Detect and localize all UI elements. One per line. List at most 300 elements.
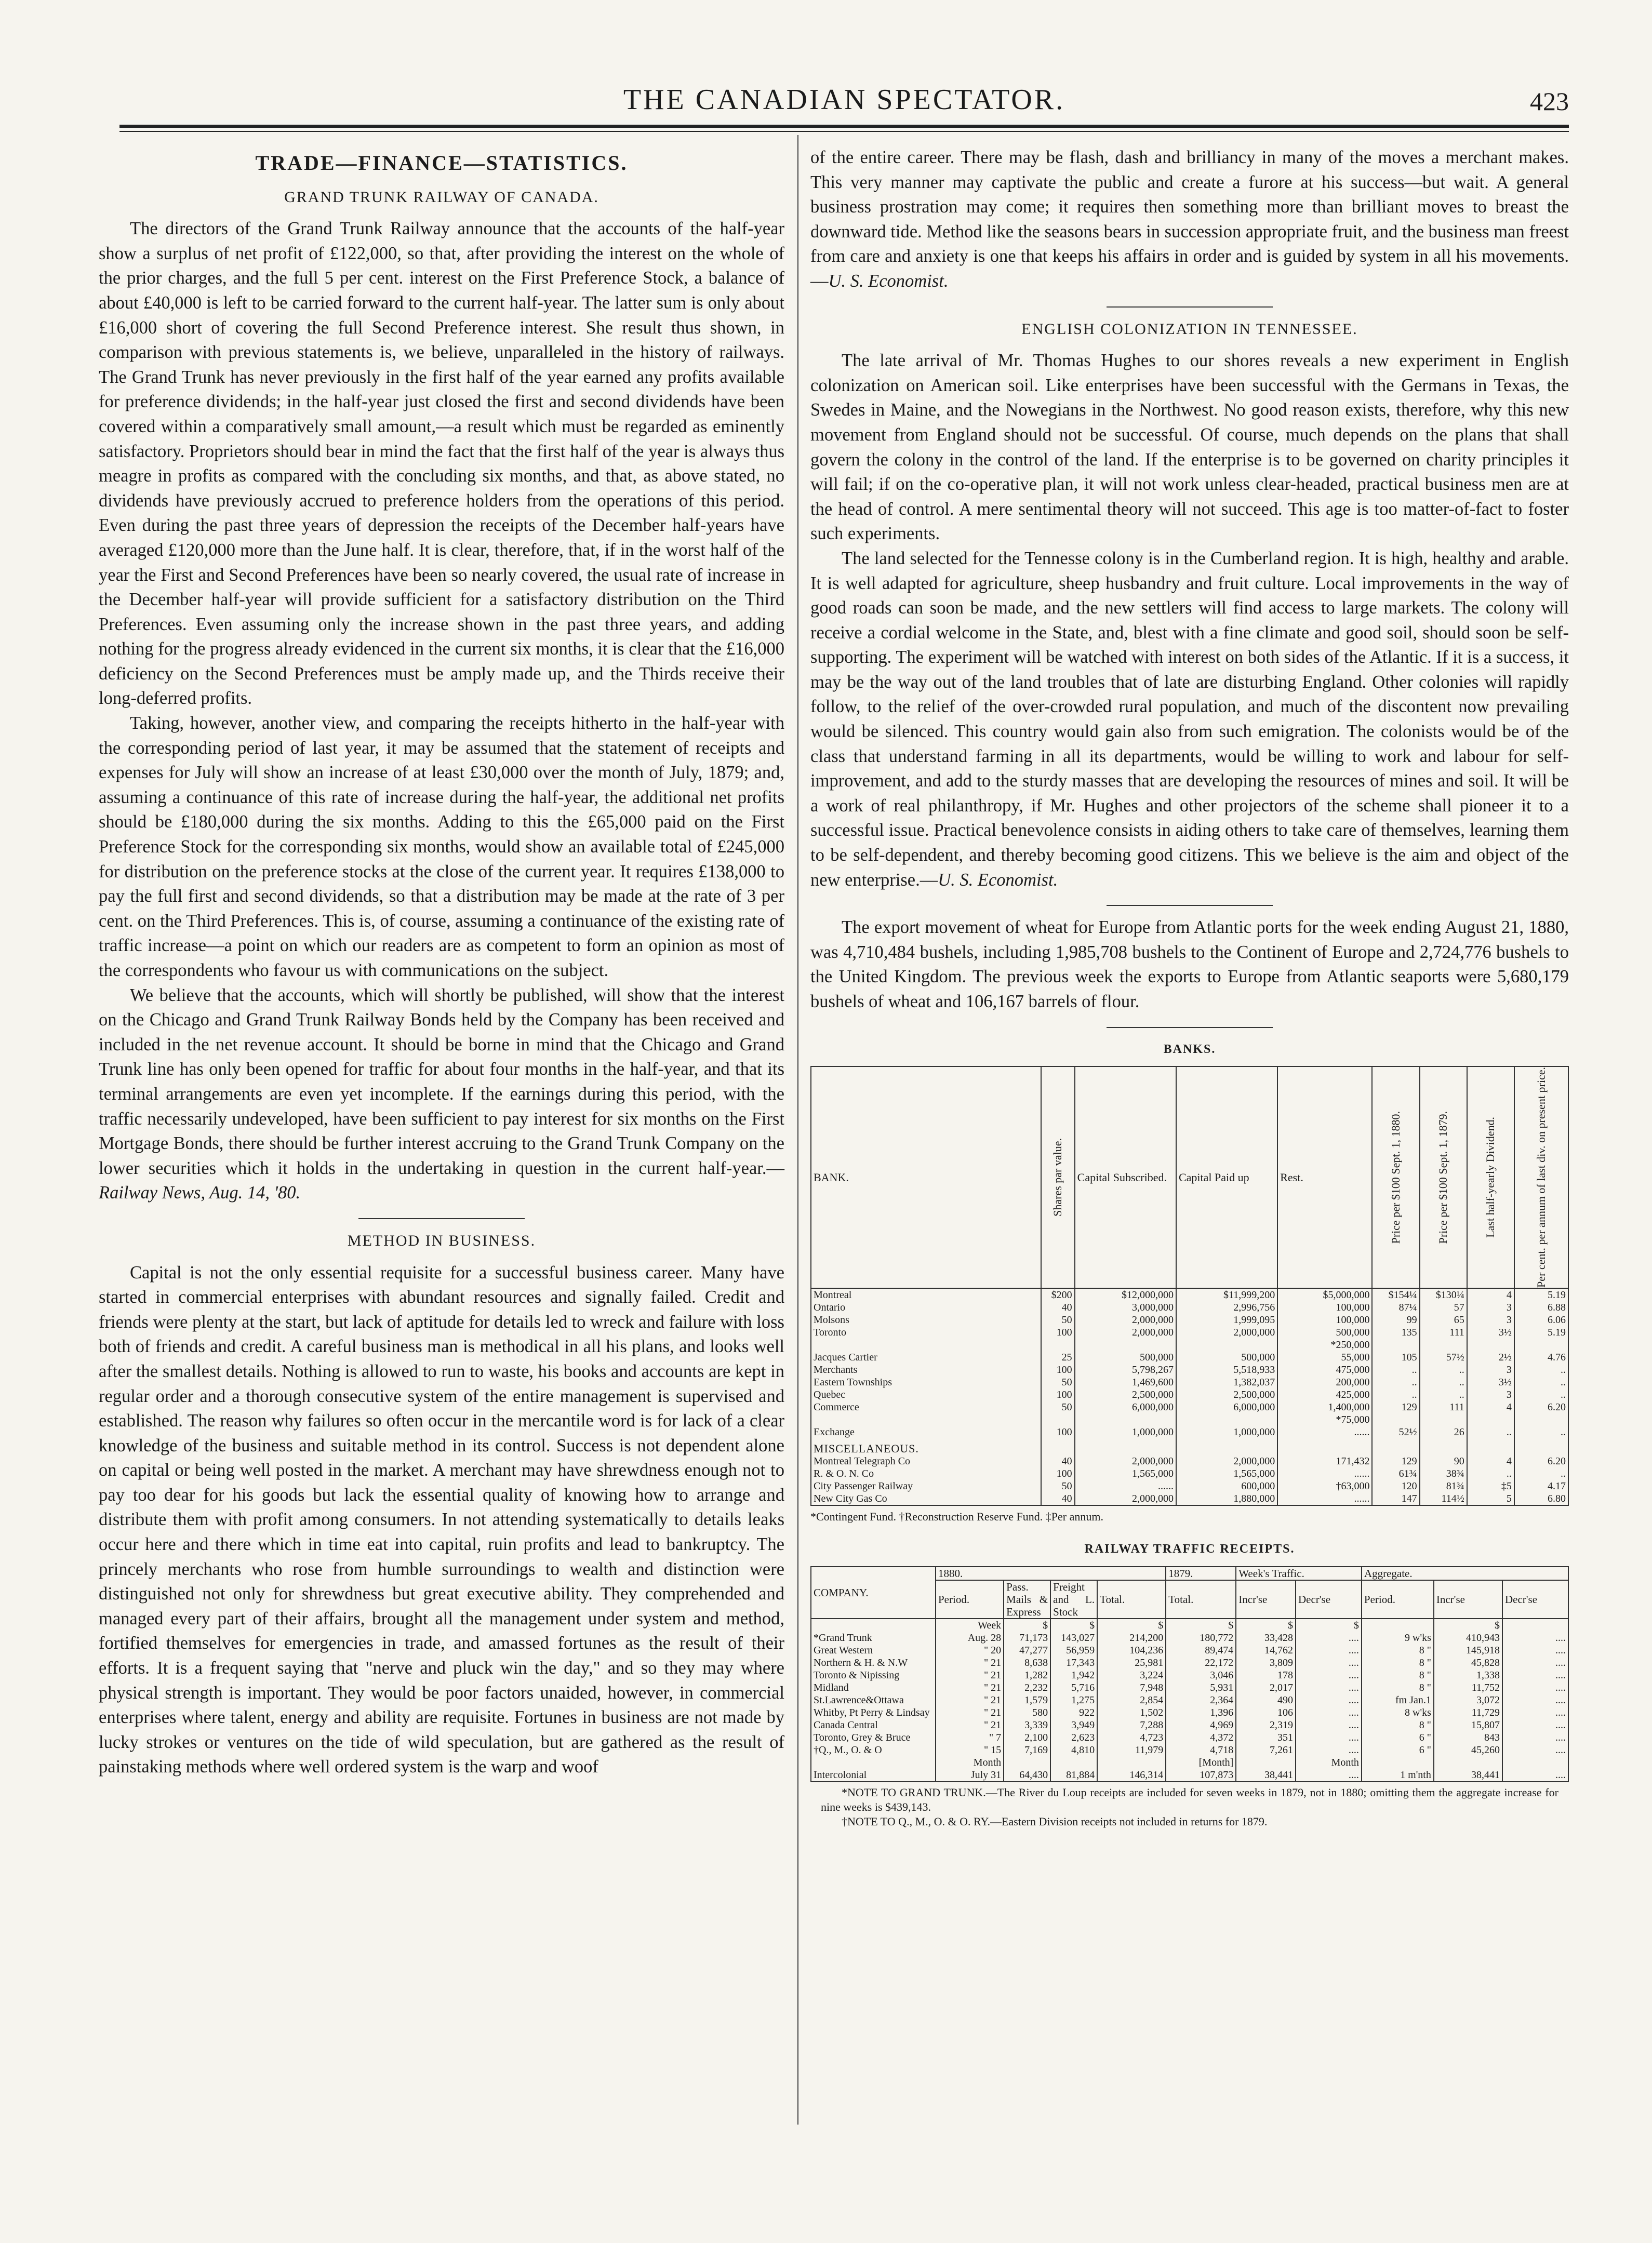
article-separator (358, 1218, 525, 1219)
misc-heading: MISCELLANEOUS. (811, 1438, 1041, 1455)
table-cell: .... (1502, 1744, 1568, 1756)
header-total: Total. (1097, 1580, 1166, 1619)
header-agg-decrease: Decr'se (1502, 1580, 1568, 1619)
table-cell: " 21 (936, 1706, 1004, 1719)
section-heading: TRADE—FINANCE—STATISTICS. (255, 151, 628, 175)
table-cell: .... (1296, 1769, 1362, 1782)
table-row (811, 1413, 1568, 1426)
railway-note-grand-trunk: *NOTE TO GRAND TRUNK.—The River du Loup receipts are included for seven weeks in 1879, not in 1880; omitting them the aggregate increase for nine weeks is $439,143. (821, 1785, 1558, 1813)
header-agg-period: Period. (1362, 1580, 1434, 1619)
table-cell: 6.20 (1514, 1455, 1568, 1467)
table-cell: †63,000 (1277, 1480, 1372, 1492)
header-freight: Freight and L. Stock (1050, 1580, 1097, 1619)
table-cell: Toronto & Nipissing (811, 1669, 936, 1681)
table-cell: .. (1514, 1467, 1568, 1480)
table-cell: 3 (1467, 1388, 1514, 1401)
table-cell: .. (1467, 1426, 1514, 1438)
table-cell: 2,000,000 (1075, 1326, 1176, 1339)
table-cell: 50 (1041, 1480, 1075, 1492)
table-cell: 1,338 (1434, 1669, 1502, 1681)
table-cell: " 7 (936, 1731, 1004, 1744)
table-cell (1420, 1339, 1467, 1351)
table-cell: 3,949 (1050, 1719, 1097, 1731)
table-cell (1041, 1413, 1075, 1426)
table-cell: 3,000,000 (1075, 1301, 1176, 1314)
table-cell: 4 (1467, 1288, 1514, 1301)
table-row (811, 1706, 1568, 1719)
table-cell: 5,931 (1166, 1681, 1236, 1694)
table-cell (1004, 1756, 1050, 1769)
table-cell: 6.06 (1514, 1314, 1568, 1326)
table-cell: 6.80 (1514, 1492, 1568, 1505)
table-cell: 8 " (1362, 1657, 1434, 1669)
table-cell: 6.88 (1514, 1301, 1568, 1314)
table-cell: 61¾ (1372, 1467, 1419, 1480)
table-cell: .... (1502, 1731, 1568, 1744)
table-cell: 2½ (1467, 1351, 1514, 1364)
table-cell: 500,000 (1176, 1351, 1277, 1364)
table-row (811, 1719, 1568, 1731)
table-cell: 146,314 (1097, 1769, 1166, 1782)
table-row (811, 1756, 1568, 1769)
header-percent: Per cent. per annum of last div. on present price. (1514, 1066, 1568, 1288)
table-cell: .... (1502, 1657, 1568, 1669)
table-cell: Week (936, 1619, 1004, 1632)
table-cell: 2,500,000 (1075, 1388, 1176, 1401)
table-row (811, 1480, 1568, 1492)
table-cell: Ontario (811, 1301, 1041, 1314)
table-cell: 17,343 (1050, 1657, 1097, 1669)
table-row (811, 1731, 1568, 1744)
table-cell: Jacques Cartier (811, 1351, 1041, 1364)
table-cell: 11,979 (1097, 1744, 1166, 1756)
table-cell: 38,441 (1434, 1769, 1502, 1782)
table-cell: .... (1502, 1669, 1568, 1681)
table-cell: 71,173 (1004, 1632, 1050, 1644)
table-cell: 425,000 (1277, 1388, 1372, 1401)
table-cell: ‡5 (1467, 1480, 1514, 1492)
left-column (99, 145, 784, 1780)
table-cell: $ (1004, 1619, 1050, 1632)
table-row (811, 1339, 1568, 1351)
table-cell: 50 (1041, 1376, 1075, 1388)
table-cell: 4 (1467, 1401, 1514, 1413)
table-cell: 8 " (1362, 1644, 1434, 1657)
table-cell: 25,981 (1097, 1657, 1166, 1669)
table-cell: 8,638 (1004, 1657, 1050, 1669)
table-cell: .. (1514, 1388, 1568, 1401)
table-cell: .... (1502, 1769, 1568, 1782)
table-cell: 1,396 (1166, 1706, 1236, 1719)
table-cell: 4,718 (1166, 1744, 1236, 1756)
table-cell: 4.76 (1514, 1351, 1568, 1364)
table-cell: 8 " (1362, 1719, 1434, 1731)
table-cell: 214,200 (1097, 1632, 1166, 1644)
table-cell: $12,000,000 (1075, 1288, 1176, 1301)
table-cell: 2,000,000 (1075, 1492, 1176, 1505)
header-1880: 1880. (936, 1567, 1166, 1580)
table-cell: Great Western (811, 1644, 936, 1657)
table-cell: 500,000 (1277, 1326, 1372, 1339)
table-cell: .. (1514, 1364, 1568, 1376)
table-cell: .... (1296, 1719, 1362, 1731)
table-cell: 3 (1467, 1364, 1514, 1376)
table-cell: 4,723 (1097, 1731, 1166, 1744)
article-paragraph: Taking, however, another view, and comparing the receipts hitherto in the half-year with the corresponding period of last year, it may be assumed that the statement of receipts and expenses for July will show an increase of at least £30,000 over the month of July, 1879; and, assuming a continuance of this rate of increase during the half-year, the additional net profits should be £180,000 during the six months. Adding to this the £65,000 paid on the First Preference Stock for the corresponding six months, would show an available total of £245,000 for distribution on the preference stocks at the close of the current year. It requires £138,000 to pay the full first and second dividends, so that a distribution may be made at the rate of 3 per cent. on the Third Preferences. This is, of course, assuming a continuance of the existing rate of traffic increase—a point on which our readers are as competent to form an opinion as most of the correspondents who favour us with communications on the subject. (99, 713, 784, 980)
table-cell: 1 m'nth (1362, 1769, 1434, 1782)
table-cell: ...... (1277, 1492, 1372, 1505)
table-cell: Northern & H. & N.W (811, 1657, 936, 1669)
table-cell: 3 (1467, 1314, 1514, 1326)
article-paragraph: Capital is not the only essential requisite for a successful business career. Many have started in commercial enterprises with abundant resources and signally failed. Credit and friends were plenty at the start, but lack of aptitude for details led to wreck and failure with loss both of friends and credit. A careful business man is methodical in all his plans, and looks well after the smallest details. Nothing is allowed to run to waste, his books and accounts are kept in regular order and a thorough consecutive system of the entire management is supervised and established. The reason why failures so often occur in the mercantile word is for lack of a clear knowledge of the business and suitable method in its control. Success is not dependent alone on capital or being well posted in the market. A merchant may have shrewdness enough not to pay too dear for his goods but lack the essential quality of knowing how to arrange and distribute them with profit among consumers. In not attending systematically to details leaks occur here and there which in time eat into capital, ruin profits and lead to bankruptcy. The princely merchants who rose from humble surroundings to wealth and distinction were distinguished not only for shrewdness but great executive ability. They comprehended and managed every part of their affairs, brought all the management under system and method, fortified themselves for emergencies in trade, and amassed fortunes as the result of their efforts. It is a frequent saying that "nerve and pluck win the day," and so they may where physical strength is important. They would be poor factors unaided, however, in commercial enterprises where talent, energy and ability are requisite. Fortunes in business are not made by lucky strokes or ventures on the tide of wild speculation, but are gathered as the result of painstaking methods where well ordered system is the warp and woof (99, 1262, 784, 1777)
table-cell: 1,000,000 (1176, 1426, 1277, 1438)
header-dividend: Last half-yearly Dividend. (1467, 1066, 1514, 1288)
table-cell: 147 (1372, 1492, 1419, 1505)
table-cell: $ (1050, 1619, 1097, 1632)
header-par: Shares par value. (1041, 1066, 1075, 1288)
table-cell: 2,100 (1004, 1731, 1050, 1744)
table-cell: .. (1420, 1364, 1467, 1376)
table-cell: *Grand Trunk (811, 1632, 936, 1644)
masthead-rule-thin (119, 131, 1569, 132)
table-cell: ...... (1075, 1480, 1176, 1492)
table-cell: 8 w'ks (1362, 1706, 1434, 1719)
masthead (119, 83, 1569, 114)
table-cell: 143,027 (1050, 1632, 1097, 1644)
table-cell: 56,959 (1050, 1644, 1097, 1657)
table-cell (1502, 1756, 1568, 1769)
table-row (811, 1669, 1568, 1681)
table-cell: 33,428 (1236, 1632, 1296, 1644)
table-cell: R. & O. N. Co (811, 1467, 1041, 1480)
table-cell: 1,942 (1050, 1669, 1097, 1681)
table-cell: 1,000,000 (1075, 1426, 1176, 1438)
table-cell: New City Gas Co (811, 1492, 1041, 1505)
header-increase: Incr'se (1236, 1580, 1296, 1619)
header-weeks-traffic: Week's Traffic. (1236, 1567, 1362, 1580)
table-cell: 922 (1050, 1706, 1097, 1719)
table-cell: 2,996,756 (1176, 1301, 1277, 1314)
table-cell (1277, 1438, 1372, 1455)
table-cell: 106 (1236, 1706, 1296, 1719)
table-cell (1502, 1619, 1568, 1632)
table-cell: 45,260 (1434, 1744, 1502, 1756)
table-cell: 2,000,000 (1176, 1455, 1277, 1467)
table-cell (1514, 1339, 1568, 1351)
article-source: U. S. Economist. (938, 870, 1058, 890)
table-cell: $130¼ (1420, 1288, 1467, 1301)
table-cell (1075, 1438, 1176, 1455)
table-cell: [Month] (1166, 1756, 1236, 1769)
table-cell: 38¾ (1420, 1467, 1467, 1480)
table-cell: $ (1296, 1619, 1362, 1632)
table-cell: 105 (1372, 1351, 1419, 1364)
table-row (811, 1492, 1568, 1505)
table-row (811, 1438, 1568, 1455)
table-cell: .... (1296, 1644, 1362, 1657)
table-cell (1075, 1339, 1176, 1351)
header-price-1879: Price per $100 Sept. 1, 1879. (1420, 1066, 1467, 1288)
article-paragraph (810, 145, 1569, 294)
table-cell: 55,000 (1277, 1351, 1372, 1364)
masthead-rule (119, 125, 1569, 128)
table-row (811, 1326, 1568, 1339)
article-title-english-colonization: ENGLISH COLONIZATION IN TENNESSEE. (1021, 320, 1358, 338)
table-cell: 1,565,000 (1075, 1467, 1176, 1480)
table-cell: Exchange (811, 1426, 1041, 1438)
table-cell: .... (1502, 1644, 1568, 1657)
header-period: Period. (936, 1580, 1004, 1619)
table-cell: fm Jan.1 (1362, 1694, 1434, 1706)
table-cell: $ (1097, 1619, 1166, 1632)
table-cell (811, 1413, 1041, 1426)
table-cell (1372, 1339, 1419, 1351)
table-cell: 81¾ (1420, 1480, 1467, 1492)
table-cell: 7,948 (1097, 1681, 1166, 1694)
table-cell: 171,432 (1277, 1455, 1372, 1467)
table-cell (1236, 1756, 1296, 1769)
table-row (811, 1401, 1568, 1413)
right-column (810, 145, 1569, 1832)
header-agg-increase: Incr'se (1434, 1580, 1502, 1619)
railway-note-qmoo: †NOTE TO Q., M., O. & O. RY.—Eastern Division receipts not included in returns for 1879. (842, 1814, 1268, 1828)
table-cell: 104,236 (1097, 1644, 1166, 1657)
table-cell (811, 1339, 1041, 1351)
table-cell: .... (1502, 1719, 1568, 1731)
table-cell: 99 (1372, 1314, 1419, 1326)
table-cell (1372, 1438, 1419, 1455)
table-cell: 180,772 (1166, 1632, 1236, 1644)
table-cell: 5 (1467, 1492, 1514, 1505)
article-paragraph-wheat: The export movement of wheat for Europe from Atlantic ports for the week ending August 21, 1880, was 4,710,484 bushels, including 1,985,708 bushels to the Continent of Europe and 2,724,776 bushels to the United Kingdom. The previous week the exports to Europe from Atlantic seaports were 5,680,179 bushels of wheat and 106,167 barrels of flour. (810, 917, 1569, 1011)
table-cell: .... (1502, 1706, 1568, 1719)
table-row (811, 1644, 1568, 1657)
table-cell: .... (1502, 1632, 1568, 1644)
table-row (811, 1376, 1568, 1388)
banks-table-title: BANKS. (1163, 1042, 1216, 1056)
table-cell: City Passenger Railway (811, 1480, 1041, 1492)
table-cell: 490 (1236, 1694, 1296, 1706)
table-cell (1097, 1756, 1166, 1769)
header-subscribed: Capital Subscribed. (1075, 1066, 1176, 1288)
header-decrease: Decr'se (1296, 1580, 1362, 1619)
table-cell: 3½ (1467, 1326, 1514, 1339)
header-paid: Capital Paid up (1176, 1066, 1277, 1288)
table-row (811, 1681, 1568, 1694)
table-cell (1467, 1339, 1514, 1351)
table-cell: 38,441 (1236, 1769, 1296, 1782)
railway-header-row (811, 1567, 1568, 1580)
table-cell: Aug. 28 (936, 1632, 1004, 1644)
table-cell (1420, 1413, 1467, 1426)
table-cell: 11,752 (1434, 1681, 1502, 1694)
table-cell: Month (1296, 1756, 1362, 1769)
table-cell: .... (1502, 1681, 1568, 1694)
table-cell: 2,623 (1050, 1731, 1097, 1744)
table-cell: Eastern Townships (811, 1376, 1041, 1388)
paragraph-text: of the entire career. There may be flash, dash and brilliancy in many of the moves a merchant makes. This very manner may captivate the public and create a furore at his success—but wait. A general business prostration may come; it requires then something more than brilliant moves to breast the downward tide. Method like the seasons bears in succession appropriate fruit, and the business man freest from care and anxiety is one that keeps his affairs in order and is guided by system in all his movements.— (810, 148, 1569, 291)
table-cell: Montreal Telegraph Co (811, 1455, 1041, 1467)
table-cell: 81,884 (1050, 1769, 1097, 1782)
table-cell: 410,943 (1434, 1632, 1502, 1644)
table-row (811, 1619, 1568, 1632)
table-cell (1041, 1438, 1075, 1455)
table-cell: 3,809 (1236, 1657, 1296, 1669)
table-cell: 4,810 (1050, 1744, 1097, 1756)
table-cell: 22,172 (1166, 1657, 1236, 1669)
table-cell: 50 (1041, 1401, 1075, 1413)
table-cell: 2,364 (1166, 1694, 1236, 1706)
table-cell: *250,000 (1277, 1339, 1372, 1351)
table-cell: $11,999,200 (1176, 1288, 1277, 1301)
table-cell: 40 (1041, 1301, 1075, 1314)
table-cell: 111 (1420, 1401, 1467, 1413)
table-cell: 3 (1467, 1301, 1514, 1314)
table-row (811, 1288, 1568, 1301)
table-cell: 57 (1420, 1301, 1467, 1314)
table-cell: 7,169 (1004, 1744, 1050, 1756)
header-total-1879: Total. (1166, 1580, 1236, 1619)
article-paragraph (99, 983, 784, 1206)
table-cell: " 20 (936, 1644, 1004, 1657)
table-cell: .... (1296, 1706, 1362, 1719)
table-cell: 200,000 (1277, 1376, 1372, 1388)
table-cell: 475,000 (1277, 1364, 1372, 1376)
table-row (811, 1301, 1568, 1314)
table-cell: 145,918 (1434, 1644, 1502, 1657)
column-divider (797, 135, 798, 2125)
table-cell: 90 (1420, 1455, 1467, 1467)
table-cell: 5.19 (1514, 1326, 1568, 1339)
railway-table (810, 1566, 1569, 1782)
table-cell: Midland (811, 1681, 936, 1694)
table-row (811, 1769, 1568, 1782)
table-cell: 6 " (1362, 1731, 1434, 1744)
table-cell: 2,017 (1236, 1681, 1296, 1694)
table-cell: 47,277 (1004, 1644, 1050, 1657)
table-row (811, 1426, 1568, 1438)
table-cell: 1,565,000 (1176, 1467, 1277, 1480)
table-row (811, 1657, 1568, 1669)
table-cell (1176, 1339, 1277, 1351)
table-cell: 2,500,000 (1176, 1388, 1277, 1401)
table-cell: " 21 (936, 1694, 1004, 1706)
table-cell: 100 (1041, 1326, 1075, 1339)
table-row (811, 1632, 1568, 1644)
table-cell: *75,000 (1277, 1413, 1372, 1426)
table-cell: 4,372 (1166, 1731, 1236, 1744)
table-cell: Month (936, 1756, 1004, 1769)
table-cell: Toronto (811, 1326, 1041, 1339)
table-cell (1075, 1413, 1176, 1426)
table-cell: .... (1296, 1669, 1362, 1681)
table-cell: 9 w'ks (1362, 1632, 1434, 1644)
table-cell: 3,339 (1004, 1719, 1050, 1731)
table-cell: 6,000,000 (1075, 1401, 1176, 1413)
table-cell: $200 (1041, 1288, 1075, 1301)
article-title-method: METHOD IN BUSINESS. (347, 1232, 536, 1249)
table-cell: 2,000,000 (1075, 1455, 1176, 1467)
table-cell: Montreal (811, 1288, 1041, 1301)
table-cell: 1,502 (1097, 1706, 1166, 1719)
table-cell: 100 (1041, 1467, 1075, 1480)
table-cell: 8 " (1362, 1669, 1434, 1681)
table-cell (1362, 1619, 1434, 1632)
table-cell: $ (1236, 1619, 1296, 1632)
table-cell: 7,288 (1097, 1719, 1166, 1731)
table-cell: 2,000,000 (1075, 1314, 1176, 1326)
table-cell: .... (1296, 1744, 1362, 1756)
table-cell: $5,000,000 (1277, 1288, 1372, 1301)
table-row (811, 1694, 1568, 1706)
table-cell: ...... (1277, 1467, 1372, 1480)
banks-header-row (811, 1066, 1568, 1288)
railway-table-title: RAILWAY TRAFFIC RECEIPTS. (1084, 1542, 1295, 1556)
table-cell: Toronto, Grey & Bruce (811, 1731, 936, 1744)
header-pass: Pass. Mails & Express (1004, 1580, 1050, 1619)
table-cell (1176, 1438, 1277, 1455)
table-row (811, 1467, 1568, 1480)
article-title-grand-trunk: GRAND TRUNK RAILWAY OF CANADA. (284, 188, 599, 206)
table-cell: 3½ (1467, 1376, 1514, 1388)
table-row (811, 1388, 1568, 1401)
article-paragraph: The directors of the Grand Trunk Railway announce that the accounts of the half-year show a surplus of net profit of £122,000, so that, after providing the interest on the whole of the prior charges, and the full 5 per cent. interest on the First Preference Stock, a balance of about £40,000 is left to be carried forward to the current half-year. The latter sum is only about £16,000 short of covering the full Second Preference interest. She result thus shown, in comparison with previous statements is, we believe, unparalleled in the history of railways. The Grand Trunk has never previously in the first half of the year earned any profits available for preference dividends; in the half-year just closed the first and second dividends have been covered within a comparatively small amount,—a result which must be regarded as eminently satisfactory. Proprietors should bear in mind the fact that the first half of the year is always thus meagre in profits as compared with the concluding six months, and that, as above stated, no dividends have previously accrued to preference holders from the operations of this period. Even during the past three years of depression the receipts of the December half-years have averaged £120,000 more than the June half. It is clear, therefore, that, if in the worst half of the year the First and Second Preferences have been so nearly covered, the usual rate of increase in the December half-year will provide sufficient for a satisfactory distribution on the Third Preferences. Even assuming only the increase shown in the past three years, and adding nothing for the progress already evidenced in the current six months, it is clear that the £16,000 deficiency on the Second Preferences must be amply made up, and the Thirds receive their long-deferred profits. (99, 219, 784, 709)
table-cell: $ (1434, 1619, 1502, 1632)
table-cell: " 21 (936, 1657, 1004, 1669)
table-cell: " 21 (936, 1669, 1004, 1681)
table-cell: 64,430 (1004, 1769, 1050, 1782)
table-cell: .. (1372, 1364, 1419, 1376)
table-cell: $ (1166, 1619, 1236, 1632)
table-cell: 351 (1236, 1731, 1296, 1744)
table-cell: 1,999,095 (1176, 1314, 1277, 1326)
table-cell: .. (1420, 1388, 1467, 1401)
header-rest: Rest. (1277, 1066, 1372, 1288)
table-cell: 45,828 (1434, 1657, 1502, 1669)
table-cell: Whitby, Pt Perry & Lindsay (811, 1706, 936, 1719)
table-cell (811, 1619, 936, 1632)
table-cell: 1,579 (1004, 1694, 1050, 1706)
table-cell: 843 (1434, 1731, 1502, 1744)
table-row (811, 1364, 1568, 1376)
table-cell: .... (1296, 1694, 1362, 1706)
table-cell: 2,232 (1004, 1681, 1050, 1694)
table-cell: 1,282 (1004, 1669, 1050, 1681)
table-cell: .... (1296, 1681, 1362, 1694)
table-cell: 26 (1420, 1426, 1467, 1438)
table-cell: Quebec (811, 1388, 1041, 1401)
table-cell: 1,275 (1050, 1694, 1097, 1706)
table-cell: Merchants (811, 1364, 1041, 1376)
table-cell: .. (1420, 1376, 1467, 1388)
table-cell: 40 (1041, 1455, 1075, 1467)
table-row (811, 1314, 1568, 1326)
table-cell: 2,854 (1097, 1694, 1166, 1706)
table-cell: 2,000,000 (1176, 1326, 1277, 1339)
table-cell: .... (1502, 1694, 1568, 1706)
table-cell: 4.17 (1514, 1480, 1568, 1492)
table-cell: St.Lawrence&Ottawa (811, 1694, 936, 1706)
table-cell: 25 (1041, 1351, 1075, 1364)
table-cell: 87¼ (1372, 1301, 1419, 1314)
table-row (811, 1455, 1568, 1467)
table-cell: 120 (1372, 1480, 1419, 1492)
table-cell: .. (1372, 1388, 1419, 1401)
table-cell: .... (1296, 1657, 1362, 1669)
table-cell: 129 (1372, 1455, 1419, 1467)
table-cell: 5,798,267 (1075, 1364, 1176, 1376)
article-paragraph: The late arrival of Mr. Thomas Hughes to our shores reveals a new experiment in English colonization on American soil. Like enterprises have been successful with the Germans in Texas, the Swedes in Maine, and the Nowegians in the Northwest. No good reason exists, therefore, why this new movement from England should not be successful. Of course, much depends on the plans that shall govern the colony in the control of the land. If the enterprise is to be governed on charity principles it will fail; if on the co-operative plan, it will not work unless clear-headed, practical business men are at the head of control. A mere sentimental theory will not succeed. This age is too matter-of-fact to foster such experiments. (810, 351, 1569, 544)
